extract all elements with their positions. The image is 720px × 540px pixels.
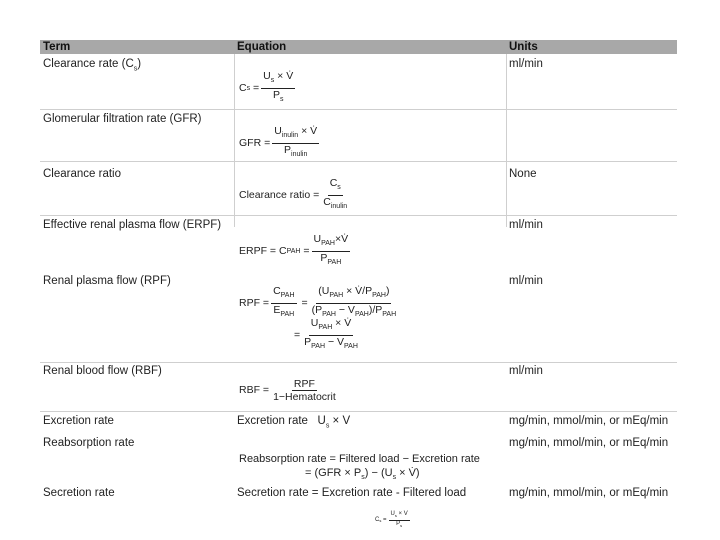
equation-reabsorption-rate: Reabsorption rate = Filtered load − Excretion rate = $(GFR \times P_s) - (U_s$ × V̇) xyxy=(239,453,480,482)
table-row xyxy=(40,435,677,485)
term-rpf: Renal plasma flow (RPF) xyxy=(43,275,171,287)
equation-clearance-rate: C s = $U_s$ × V̇ $P_s$ xyxy=(239,70,294,103)
header-units: Units xyxy=(509,41,538,53)
units-rpf: ml/min xyxy=(509,275,543,287)
table-row xyxy=(40,215,677,267)
term-erpf: Effective renal plasma flow (ERPF) xyxy=(43,219,222,231)
units-excretion-rate: mg/min, mmol/min, or mEq/min xyxy=(509,415,669,427)
table-row xyxy=(40,362,677,412)
equation-rpf: RPF = $C_{PAH}$ $E_{PAH}$ = ($U_{PAH}$ × $V̇/P_{PAH}$) $(P_{PAH} - V_{PAH})/P_{PAH}$ = $U_{PAH}$ × V̇ $P_{PAH} - V_{PAH}$ xyxy=(239,285,397,350)
units-secretion-rate: mg/min, mmol/min, or mEq/min xyxy=(509,487,669,499)
table-row xyxy=(40,486,677,506)
header-equation: Equation xyxy=(237,41,287,53)
equation-erpf: ERPF = C PAH = $U_{PAH}\times V̇$ $P_{PAH}$ xyxy=(239,233,349,266)
table-row xyxy=(40,109,677,162)
equation-clearance-ratio: Clearance ratio = $C_s$ $C_{inulin}$ xyxy=(239,177,348,210)
term-rbf: Renal blood flow (RBF) xyxy=(43,365,162,377)
equation-rbf: RBF = RPF 1−Hematocrit xyxy=(239,377,336,403)
units-rbf: ml/min xyxy=(509,365,543,377)
table-row xyxy=(40,267,677,363)
equation-gfr: GFR = $U_{inulin}$ × V̇ $P_{inulin}$ xyxy=(239,125,318,158)
table-row xyxy=(40,161,677,216)
term-gfr: Glomerular filtration rate (GFR) xyxy=(43,113,202,125)
equation-excretion-rate: Excretion rate $U_s \times V$ xyxy=(237,415,351,430)
term-clearance-rate: Clearance rate $(C_s)$ xyxy=(43,58,142,73)
term-reabsorption-rate: Reabsorption rate xyxy=(43,437,135,449)
term-secretion-rate: Secretion rate xyxy=(43,487,115,499)
footer-equation: C s = $U_s \times V$ $P_s$ xyxy=(375,511,408,528)
units-reabsorption-rate: mg/min, mmol/min, or mEq/min xyxy=(509,437,669,449)
units-clearance-rate: ml/min xyxy=(509,58,543,70)
table-header xyxy=(40,40,677,54)
units-clearance-ratio: None xyxy=(509,168,537,180)
term-excretion-rate: Excretion rate xyxy=(43,415,114,427)
units-erpf: ml/min xyxy=(509,219,543,231)
equation-secretion-rate: Secretion rate = Excretion rate - Filtered load xyxy=(237,487,467,499)
table-row xyxy=(40,54,677,110)
term-clearance-ratio: Clearance ratio xyxy=(43,168,121,180)
header-term: Term xyxy=(43,41,71,53)
